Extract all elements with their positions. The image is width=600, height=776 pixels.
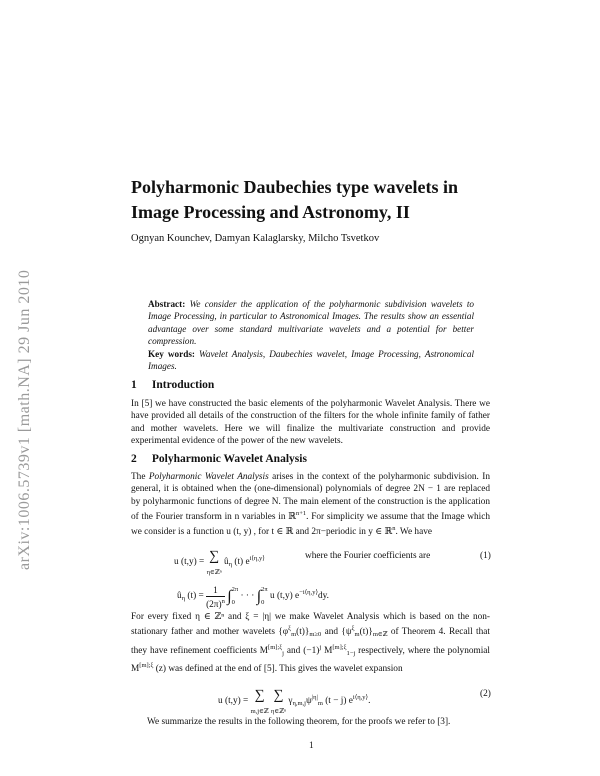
text-run: (z) was defined at the end of [5]. This gives the wavelet expansion <box>153 663 403 674</box>
section2-paragraph-3: We summarize the results in the following theorem, for the proofs we refer to [3]. <box>147 717 451 727</box>
section-title: Introduction <box>151 379 215 391</box>
fourier-coefficient: û <box>223 557 229 567</box>
integrand: u (t,y) e <box>269 591 300 601</box>
text-run: and (−1) <box>283 645 320 656</box>
gamma-coefficient: γ <box>288 696 293 706</box>
paper-title: Polyharmonic Daubechies type wavelets in Image Processing and Astronomy, II <box>131 177 458 222</box>
keywords-label: Key words: <box>148 349 195 359</box>
text-run: The <box>131 472 149 482</box>
exponent: i⟨η,y⟩ <box>352 694 369 701</box>
equation-number-2: (2) <box>480 689 491 699</box>
ellipsis: · · · <box>240 591 255 601</box>
subscript: m <box>317 700 323 707</box>
text-run: and {ψ <box>321 627 352 638</box>
authors: Ognyan Kounchev, Damyan Kalaglarsky, Milcho Tsvetkov <box>131 233 380 244</box>
eq-lhs: u (t,y) = <box>174 557 205 567</box>
italic-term: Polyharmonic Wavelet Analysis <box>148 472 269 482</box>
integral-lower-limit: 0 <box>261 599 265 606</box>
sum-symbol: ∑ $_{\eta\in ℤ^n}$ <box>271 688 287 715</box>
integral-lower-limit: 0 <box>231 599 235 606</box>
arxiv-stamp: arXiv:1006.5739v1 [math.NA] 29 Jun 2010 <box>16 269 33 570</box>
exponent: i⟨η,y⟩ <box>249 555 265 562</box>
fraction-numerator: 1 <box>213 586 218 596</box>
integral-sign: ∫ <box>256 588 262 605</box>
text-run: . For simplicity we assume that the Image which we consider is a function u (t, y) , for t ∈ ℝ and 2π−periodic in y ∈ ℝ <box>131 511 490 538</box>
wavelet-psi: ψ <box>305 696 312 706</box>
fourier-coefficient: û <box>177 591 182 601</box>
keywords <box>148 348 474 373</box>
section-title: Polyharmonic Wavelet Analysis <box>151 453 307 465</box>
equation-2 <box>218 688 370 715</box>
period: . <box>368 696 371 706</box>
subscript: η,m,j <box>292 700 306 707</box>
sum-symbol: ∑ $_{m,j\in ℤ}$ <box>250 688 269 715</box>
sum-index: η∈ℤⁿ <box>206 569 222 576</box>
superscript: n+1 <box>295 509 307 517</box>
text-run: M <box>321 645 333 656</box>
integral-sign: ∫ <box>227 588 232 605</box>
text-run: arises in the context of the polyharmonic subdivision. In general, it is obtained when the (one-dimensional) polynomials of degree 2N − 1 are replaced by polyharmonic functions of degree N. The main element of the construction is the application of the Fourier transform in n variables in ℝ <box>131 472 490 522</box>
section-heading-polyharmonic <box>131 453 307 465</box>
eq-lhs: u (t,y) = <box>218 696 249 706</box>
page-number: 1 <box>309 741 314 751</box>
equation-number-1: (1) <box>480 551 491 561</box>
section2-paragraph-2: For every fixed η ∈ ℤⁿ and ξ = |η| we make Wavelet Analysis which is based on the non-stationary father and mother wavelets $\{\varphi^\xi_m(t)\}_{m\ge 0}$ and $\{\psi^\xi_m(t)\}_{m\in ℤ}$ of Theorem 4. Recall that they have refinement coefficients $M^{[m];\xi}_j$ and $(-1)^j$ $M^{[m];\xi}_{1-j}$ respectively, where the polynomial $M^{[m];\xi}$ (z) was defined at the end of [5]. This gives the wavelet expansion <box>131 612 491 674</box>
text-run: For every fixed η ∈ ℤⁿ and ξ = |η| we make Wavelet Analysis which is based on the non-stationary father and mother wavelets {φ <box>131 612 490 638</box>
sum-index: η∈ℤⁿ <box>271 708 287 715</box>
text-run: . We have <box>395 527 432 538</box>
superscript: n <box>392 525 396 533</box>
sum-symbol: ∑ $_{\eta\in ℤ^n}$ <box>206 549 222 576</box>
abstract-text: We consider the application of the polyharmonic subdivision wavelets to Image Processing, in particular to Astronomical Images. The results show an essential advantage over some standard multivariate wavelets and a potential for better compression. <box>148 299 474 347</box>
section-number: 1 <box>131 379 137 391</box>
exponent: −i⟨η,y⟩ <box>299 589 318 596</box>
abstract <box>148 298 474 348</box>
text-run: (t)} <box>296 627 310 638</box>
text-run: (t − j) e <box>325 696 353 706</box>
section-heading-introduction <box>131 379 214 391</box>
keywords-text: Wavelet Analysis, Daubechies wavelet, Image Processing, Astronomical Images. <box>148 349 475 372</box>
fraction <box>206 586 225 610</box>
fraction-denominator: (2π) <box>206 600 222 610</box>
fourier-coefficient-definition: $û_\eta$ $(t) = \frac{1}{(2\pi)^n} \int_{2\pi}$ $_0$ · · · $\int_{2\pi}$ $_0$ u (t,y) $e^{-i⟨\eta,y⟩}dy$. <box>177 586 330 610</box>
section-number: 2 <box>131 453 137 465</box>
sum-index: m,j∈ℤ <box>250 708 269 715</box>
equation-1: u (t,y) = ∑ $_{\eta\in ℤ^n}$ $û_\eta$ (t) $e^{i⟨\eta,y⟩}$ <box>174 549 265 576</box>
abstract-label: Abstract: <box>148 299 186 309</box>
differential: dy. <box>317 591 330 601</box>
superscript: n <box>221 598 225 605</box>
integral-upper-limit: 2π <box>231 586 239 593</box>
text-run: (t)} <box>359 627 373 638</box>
intro-paragraph: In [5] we have constructed the basic elements of the polyharmonic Wavelet Analysis. There we have provided all details of the construction of the filters for the whole infinite family of father and mother wavelets. Here we will finalize the multivariate construction and provide experimental evidence of the power of the new wavelets. <box>131 399 490 446</box>
equation-1-comment: where the Fourier coefficients are <box>305 551 431 561</box>
text-run: respectively, where the polynomial M <box>131 645 491 674</box>
superscript: |η| <box>311 694 318 701</box>
text-run: of Theorem 4. Recall that they have refinement coefficients M <box>131 627 490 656</box>
integral-upper-limit: 2π <box>261 586 268 593</box>
section2-paragraph-1 <box>131 471 490 538</box>
